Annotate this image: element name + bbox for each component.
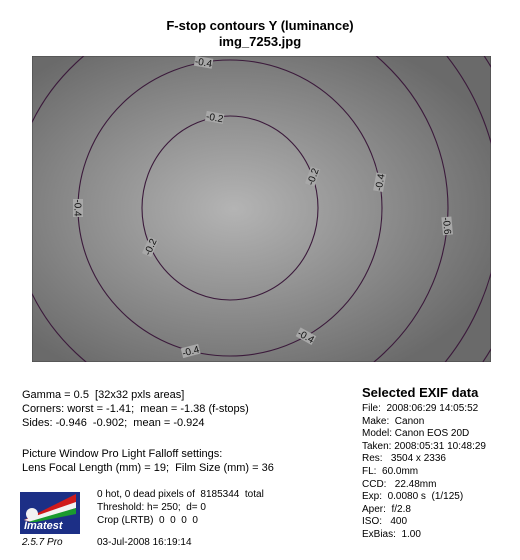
exif-row: ExBias: 1.00: [362, 529, 421, 540]
contour-label: -0.4: [373, 173, 388, 192]
contour-plot: [32, 56, 491, 362]
chart-filename: img_7253.jpg: [218, 34, 302, 49]
version-text: 2.5.7 Pro: [22, 537, 63, 548]
exif-row: Exp: 0.0080 s (1/125): [362, 491, 464, 503]
settings-title: Picture Window Pro Light Falloff settings:: [22, 448, 223, 460]
settings-text: Lens Focal Length (mm) = 19; Film Size (mm) = 36: [22, 462, 274, 474]
gamma-text: Gamma = 0.5 [32x32 pxls areas]: [22, 389, 185, 401]
logo-text: Imatest: [24, 520, 63, 532]
sides-text: Sides: -0.946 -0.902; mean = -0.924: [22, 417, 205, 429]
exif-row: Make: Canon: [362, 415, 425, 427]
contour-label: -0.6: [439, 216, 453, 236]
exif-row: ISO: 400: [362, 516, 408, 528]
exif-row: Aper: f/2.8: [362, 503, 411, 515]
contour-label: -0.2: [205, 111, 225, 126]
exif-row: Res: 3504 x 2336: [362, 453, 446, 465]
contour-label: -0.4: [194, 56, 213, 71]
timestamp: 03-Jul-2008 16:19:14: [97, 537, 192, 548]
corners-text: Corners: worst = -1.41; mean = -1.38 (f-stops): [22, 403, 249, 415]
contour-label: -0.2: [142, 237, 160, 258]
contour-label: -0.2: [305, 166, 322, 187]
contour-label: -0.4: [71, 199, 83, 217]
exif-row: Taken: 2008:05:31 10:48:29: [362, 440, 486, 452]
contour-label: -0.4: [295, 328, 316, 347]
threshold-text: Threshold: h= 250; d= 0: [97, 502, 206, 513]
crop-text: Crop (LRTB) 0 0 0 0: [97, 515, 198, 526]
exif-row: CCD: 22.48mm: [362, 478, 437, 490]
chart-title: F-stop contours Y (luminance): [166, 18, 354, 33]
plot-background: [32, 56, 491, 362]
exif-row: File: 2008:06:29 14:05:52: [362, 403, 479, 414]
pixel-stats: 0 hot, 0 dead pixels of 8185344 total: [97, 489, 264, 500]
contour-label: -0.4: [181, 344, 201, 360]
exif-title: Selected EXIF data: [362, 385, 479, 400]
exif-row: Model: Canon EOS 20D: [362, 428, 470, 440]
exif-row: FL: 60.0mm: [362, 466, 419, 477]
